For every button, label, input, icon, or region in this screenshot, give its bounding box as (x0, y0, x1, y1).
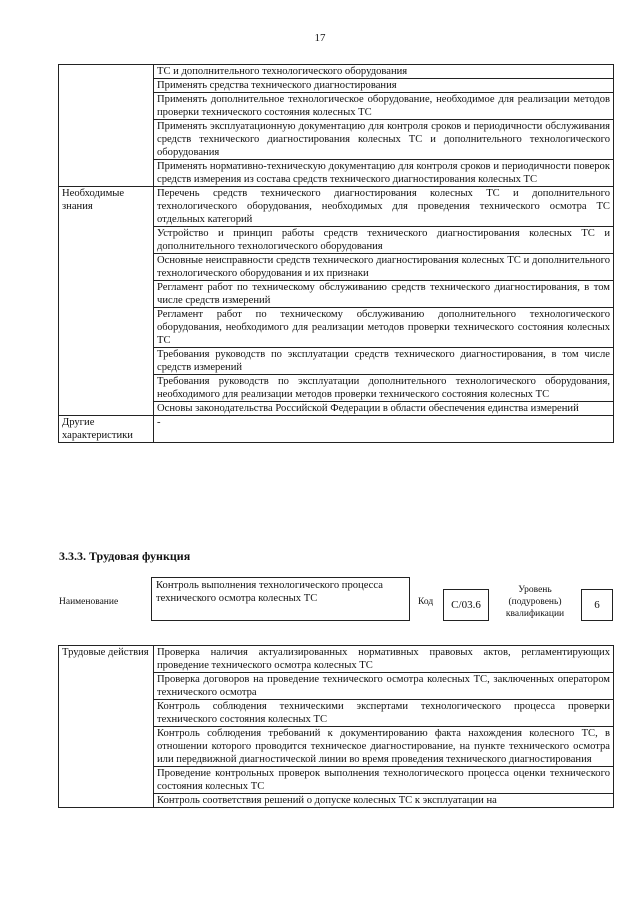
table-cell: Перечень средств технического диагностирования колесных ТС и дополнительного технологического оборудования, необходимых для проведения технического осмотра ТС отдельных категорий (154, 187, 614, 227)
table-cell: Регламент работ по техническому обслуживанию дополнительного технологического оборудования, необходимого для реализации методов проверки технического состояния колесных ТС (154, 308, 614, 348)
table-cell: Применять эксплуатационную документацию для контроля сроков и периодичности обслуживания средств технического диагностирования колесных ТС и дополнительного технологического оборудования (154, 120, 614, 160)
table-cell: Применять нормативно-техническую документацию для контроля сроков и периодичности поверок средств измерения из состава средств технического диагностирования колесных ТС (154, 160, 614, 187)
table-cell: Требования руководств по эксплуатации дополнительного технологического оборудования, необходимого для реализации методов проверки технического состояния колесных ТС (154, 375, 614, 402)
function-name-box: Контроль выполнения технологического процесса технического осмотра колесных ТС (151, 577, 410, 621)
table-cell: Основные неисправности средств технического диагностирования колесных ТС и дополнительного технологического оборудования и их признаки (154, 254, 614, 281)
row-label-actions: Трудовые действия (59, 646, 154, 808)
row-label-knowledge: Необходимые знания (59, 187, 154, 416)
table-cell: Основы законодательства Российской Федерации в области обеспечения единства измерений (154, 402, 614, 416)
row-label-other: Другие характеристики (59, 416, 154, 443)
table-cell: Применять дополнительное технологическое оборудование, необходимое для реализации методов проверки технического состояния колесных ТС (154, 93, 614, 120)
table-cell: Проверка договоров на проведение технического осмотра колесных ТС, заключенных оператором технического осмотра (154, 673, 614, 700)
table-cell: Контроль соответствия решений о допуске колесных ТС к эксплуатации на (154, 794, 614, 808)
table-cell: - (154, 416, 614, 443)
table-cell: ТС и дополнительного технологического оборудования (154, 65, 614, 79)
table-cell: Требования руководств по эксплуатации средств технического диагностирования, в том числе средств измерений (154, 348, 614, 375)
page-number: 17 (314, 32, 326, 44)
table-cell: Применять средства технического диагностирования (154, 79, 614, 93)
table-cell: Проверка наличия актуализированных нормативных правовых актов, регламентирующих проведение технического осмотра колесных ТС (154, 646, 614, 673)
table-cell: Регламент работ по техническому обслуживанию средств технического диагностирования, в том числе средств измерений (154, 281, 614, 308)
table-cell: Контроль соблюдения требований к документированию факта нахождения колесного ТС, в отношении которого проводится техническое диагностирование, на пункте технического осмотра или передвижной диагностической линии во время проведения технического диагностирования (154, 727, 614, 767)
table-cell: Контроль соблюдения техническими экспертами технологического процесса проверки технического состояния колесных ТС (154, 700, 614, 727)
name-label: Наименование (59, 597, 119, 607)
code-box: С/03.6 (443, 589, 489, 621)
table-cell: Устройство и принцип работы средств технического диагностирования колесных ТС и дополнительного технологического оборудования (154, 227, 614, 254)
labor-actions-table (58, 645, 614, 808)
code-label: Код (418, 597, 434, 607)
skills-knowledge-table (58, 64, 614, 443)
row-label (59, 65, 154, 187)
level-box: 6 (581, 589, 613, 621)
section-heading: 3.3.3. Трудовая функция (59, 549, 191, 563)
level-label: Уровень (подуровень) квалификации (505, 585, 565, 619)
table-cell: Проведение контрольных проверок выполнения технологического процесса оценки технического состояния колесных ТС (154, 767, 614, 794)
